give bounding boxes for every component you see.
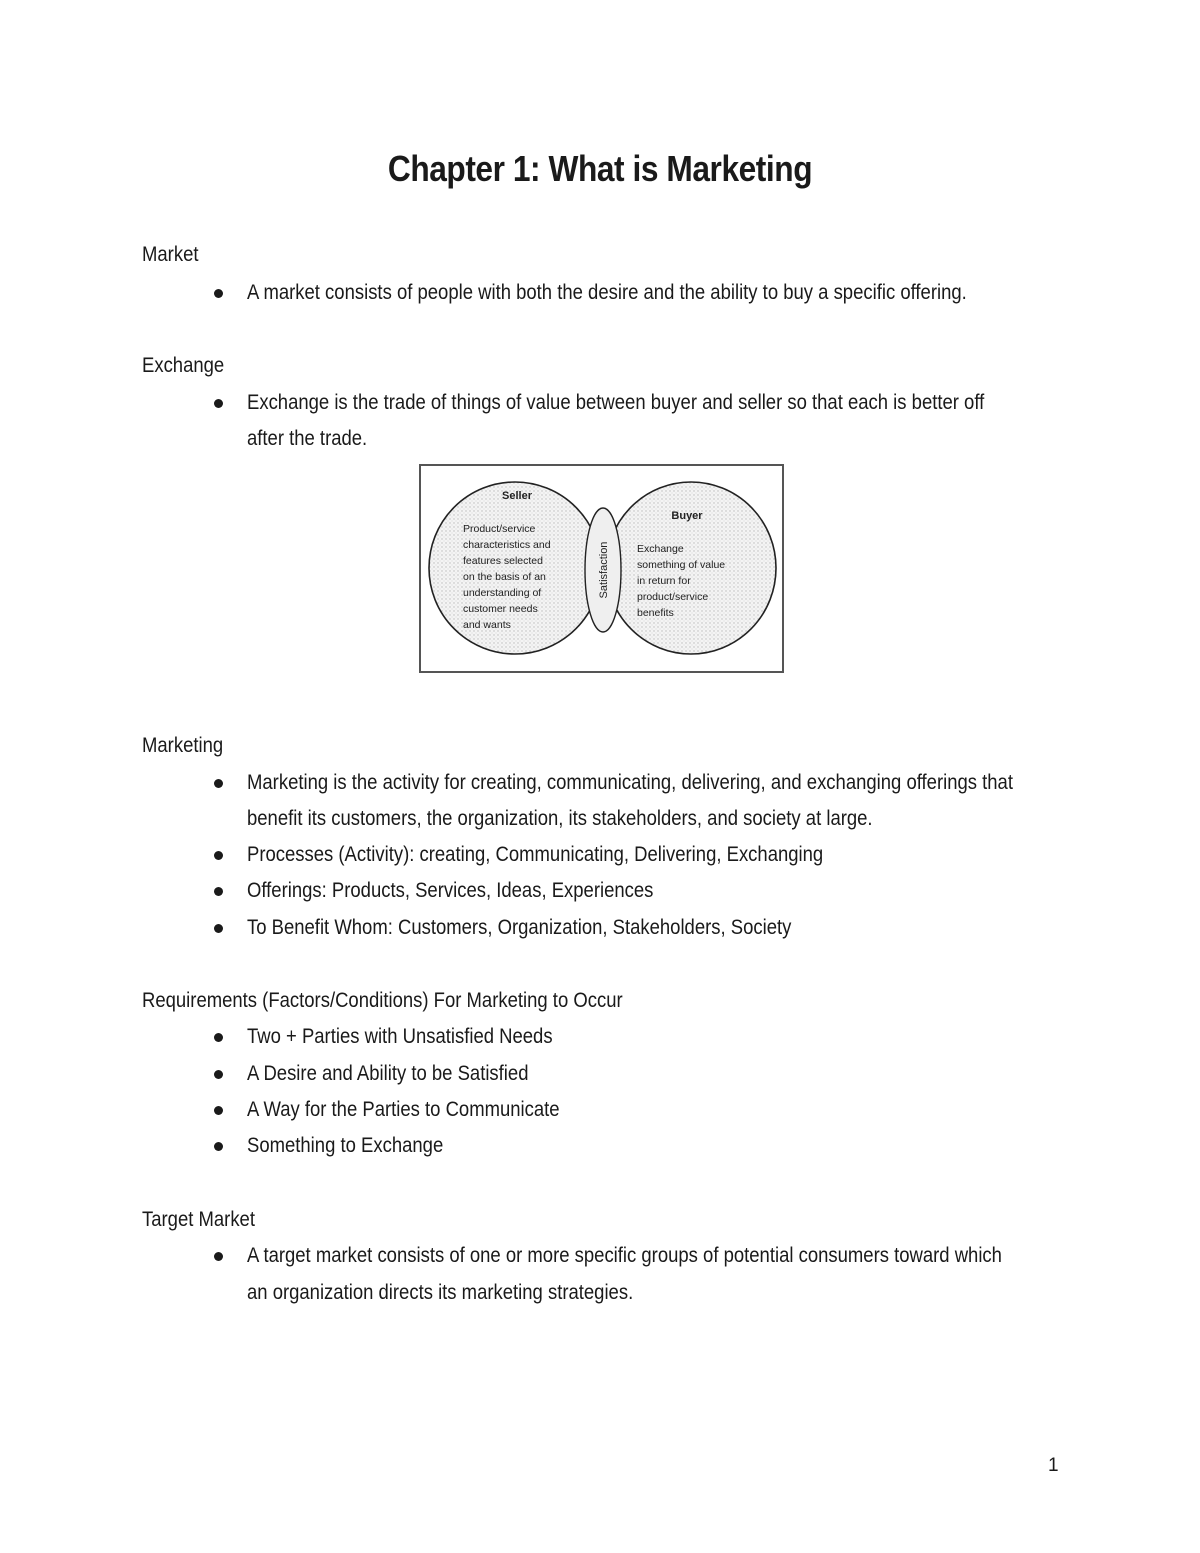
section-heading-exchange: Exchange xyxy=(142,354,225,377)
bullet-icon xyxy=(214,1070,223,1079)
buyer-title: Buyer xyxy=(671,510,703,522)
bullet-icon xyxy=(214,1033,223,1042)
buyer-line: benefits xyxy=(637,607,674,619)
bullet-icon xyxy=(214,1142,223,1151)
bullet-text: benefit its customers, the organization, its stakeholders, and society at large. xyxy=(247,807,873,830)
seller-line: characteristics and xyxy=(463,539,551,551)
bullet-text: A market consists of people with both the desire and the ability to buy a specific offering. xyxy=(247,281,967,304)
buyer-line: something of value xyxy=(637,559,726,571)
bullet-icon xyxy=(214,1252,223,1261)
bullet-text: Two + Parties with Unsatisfied Needs xyxy=(247,1025,553,1048)
bullet-icon xyxy=(214,851,223,860)
section-heading-requirements: Requirements (Factors/Conditions) For Marketing to Occur xyxy=(142,989,623,1012)
bullet-text: A target market consists of one or more specific groups of potential consumers toward which xyxy=(247,1244,1002,1267)
bullet-text: after the trade. xyxy=(247,427,368,450)
bullet-icon xyxy=(214,399,223,408)
seller-line: Product/service xyxy=(463,523,536,535)
bullet-text: A Way for the Parties to Communicate xyxy=(247,1098,560,1121)
seller-line: features selected xyxy=(463,555,543,567)
bullet-text: Something to Exchange xyxy=(247,1134,444,1157)
bullet-text: Processes (Activity): creating, Communicating, Delivering, Exchanging xyxy=(247,843,824,866)
page-title: Chapter 1: What is Marketing xyxy=(387,148,813,189)
seller-line: and wants xyxy=(463,619,511,631)
bullet-text: Marketing is the activity for creating, communicating, delivering, and exchanging offerings that xyxy=(247,771,1013,794)
seller-line: on the basis of an xyxy=(463,571,546,583)
bullet-icon xyxy=(214,924,223,933)
seller-line: understanding of xyxy=(463,587,542,599)
exchange-diagram xyxy=(419,464,784,673)
seller-circle xyxy=(429,482,601,654)
bullet-icon xyxy=(214,1106,223,1115)
buyer-line: in return for xyxy=(637,575,691,587)
section-heading-target-market: Target Market xyxy=(142,1208,255,1231)
bullet-text: A Desire and Ability to be Satisfied xyxy=(247,1062,529,1085)
seller-line: customer needs xyxy=(463,603,538,615)
buyer-line: Exchange xyxy=(637,543,684,555)
bullet-text: Exchange is the trade of things of value between buyer and seller so that each is better off xyxy=(247,391,985,414)
satisfaction-label: Satisfaction xyxy=(598,541,610,599)
section-heading-market: Market xyxy=(142,243,199,266)
bullet-icon xyxy=(214,779,223,788)
bullet-icon xyxy=(214,887,223,896)
bullet-text: an organization directs its marketing strategies. xyxy=(247,1281,634,1304)
page-number: 1 xyxy=(1048,1455,1059,1476)
bullet-text: Offerings: Products, Services, Ideas, Experiences xyxy=(247,879,654,902)
buyer-line: product/service xyxy=(637,591,709,603)
bullet-icon xyxy=(214,289,223,298)
bullet-text: To Benefit Whom: Customers, Organization, Stakeholders, Society xyxy=(247,916,792,939)
venn-diagram xyxy=(421,466,782,671)
seller-title: Seller xyxy=(502,490,532,502)
section-heading-marketing: Marketing xyxy=(142,734,224,757)
seller-text xyxy=(463,523,551,631)
